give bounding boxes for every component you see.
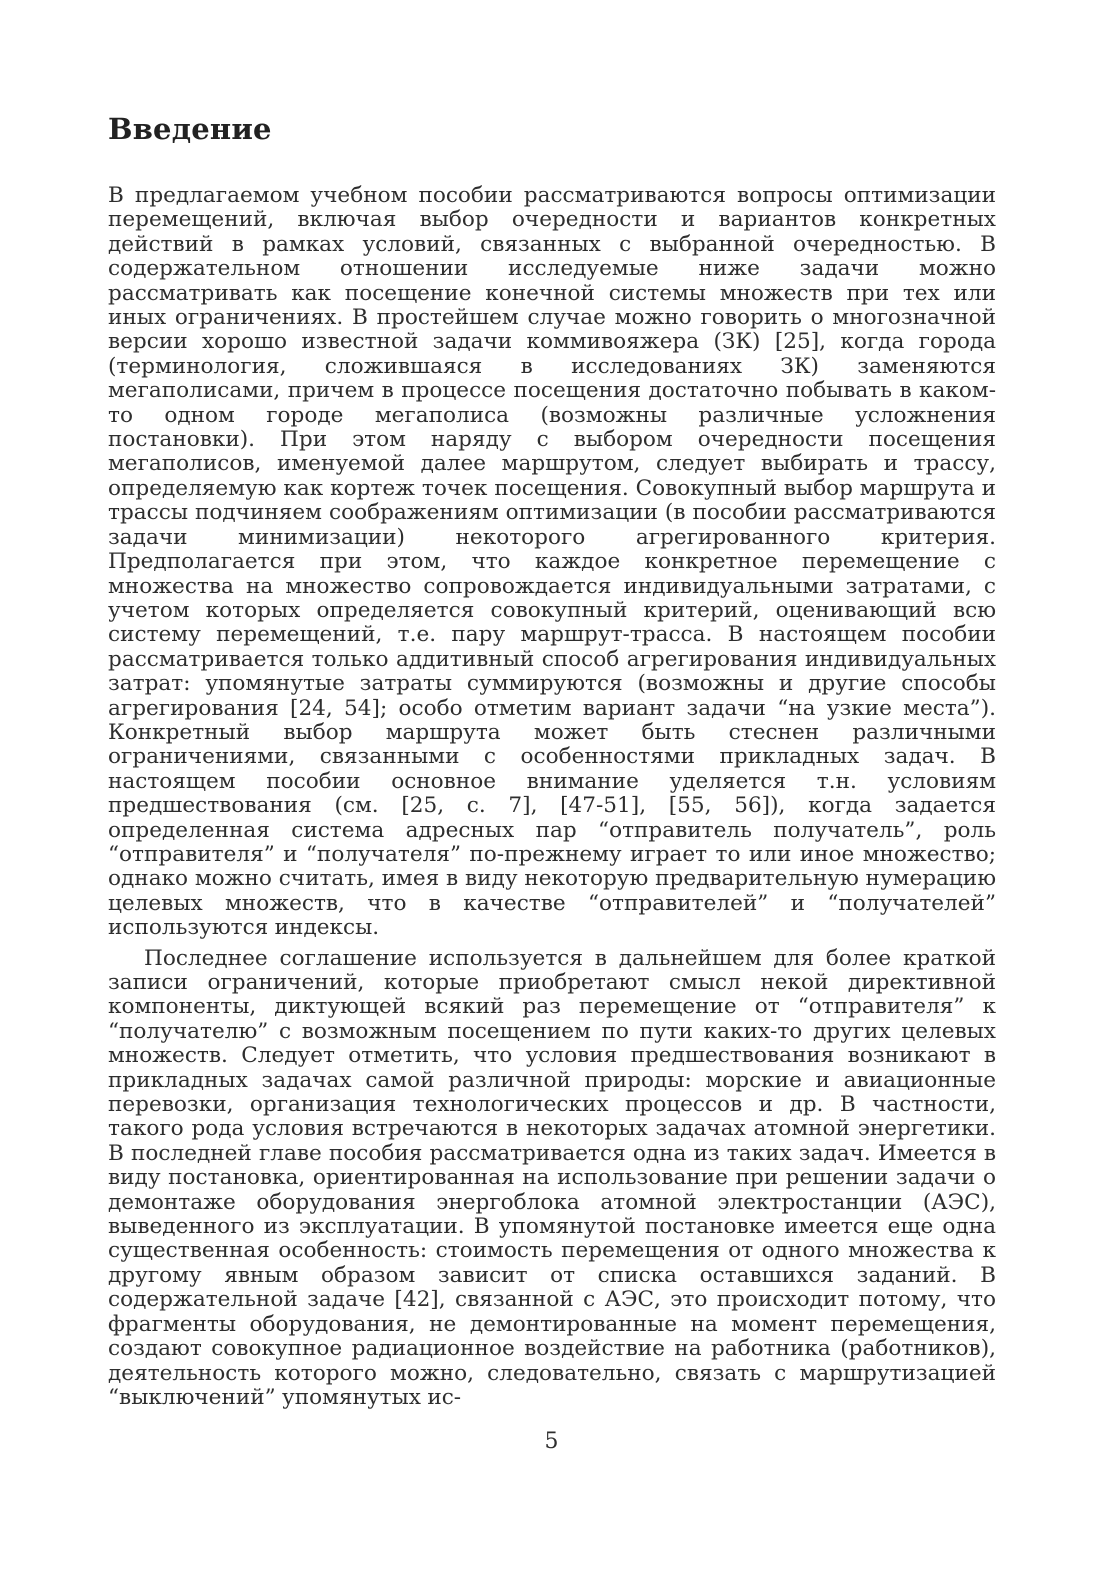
body-text [108,184,996,1410]
paragraph-2: Последнее соглашение используется в дальнейшем для более краткой записи ограничений, которые приобретают смысл некой директивной компоненты, диктующей всякий раз перемещение от “отправителя” к “получателю” с возможным посещением по пути каких-то других целевых множеств. Следует отметить, что условия предшествования возникают в прикладных задачах самой различной природы: морские и авиационные перевозки, организация технологических процессов и др. В частности, такого рода условия встречаются в некоторых задачах атомной энергетики. В последней главе пособия рассматривается одна из таких задач. Имеется в виду постановка, ориентированная на использование при решении задачи о демонтаже оборудования энергоблока атомной электростанции (АЭС), выведенного из эксплуатации. В упомянутой постановке имеется еще одна существенная особенность: стоимость перемещения от одного множества к другому явным образом зависит от списка оставшихся заданий. В содержательной задаче [42], связанной с АЭС, это происходит потому, что фрагменты оборудования, не демонтированные на момент перемещения, создают совокупное радиационное воздействие на работника (работников), деятельность которого можно, следовательно, связать с маршрутизацией “выключений” упомянутых ис- [108,945,996,1410]
paragraph-1: В предлагаемом учебном пособии рассматриваются вопросы оптимизации перемещений, включая выбор очередности и вариантов конкретных действий в рамках условий, связанных с выбранной очередностью. В содержательном отношении исследуемые ниже задачи можно рассматривать как посещение конечной системы множеств при тех или иных ограничениях. В простейшем случае можно говорить о многозначной версии хорошо известной задачи коммивояжера (ЗК) [25], когда города (терминология, сложившаяся в исследованиях ЗК) заменяются мегаполисами, причем в процессе посещения достаточно побывать в каком-то одном городе мегаполиса (возможны различные усложнения постановки). При этом наряду с выбором очередности посещения мегаполисов, именуемой далее маршрутом, следует выбирать и трассу, определяемую как кортеж точек посещения. Совокупный выбор маршрута и трассы подчиняем соображениям оптимизации (в пособии рассматриваются задачи минимизации) некоторого агрегированного критерия. Предполагается при этом, что каждое конкретное перемещение с множества на множество сопровождается индивидуальными затратами, с учетом которых определяется совокупный критерий, оценивающий всю систему перемещений, т.е. пару маршрут-трасса. В настоящем пособии рассматривается только аддитивный способ агрегирования индивидуальных затрат: упомянутые затраты суммируются (возможны и другие способы агрегирования [24, 54]; особо отметим вариант задачи “на узкие места”). Конкретный выбор маршрута может быть стеснен различными ограничениями, связанными с особенностями прикладных задач. В настоящем пособии основное внимание уделяется т.н. условиям предшествования (см. [25, с. 7], [47-51], [55, 56]), когда задается определенная система адресных пар “отправитель получатель”, роль “отправителя” и “получателя” по-прежнему играет то или иное множество; однако можно считать, имея в виду некоторую предварительную нумерацию целевых множеств, что в качестве “отправителей” и “получателей” используются индексы. [108,183,996,941]
section-heading: Введение [108,112,272,146]
page-number: 5 [544,1429,559,1454]
